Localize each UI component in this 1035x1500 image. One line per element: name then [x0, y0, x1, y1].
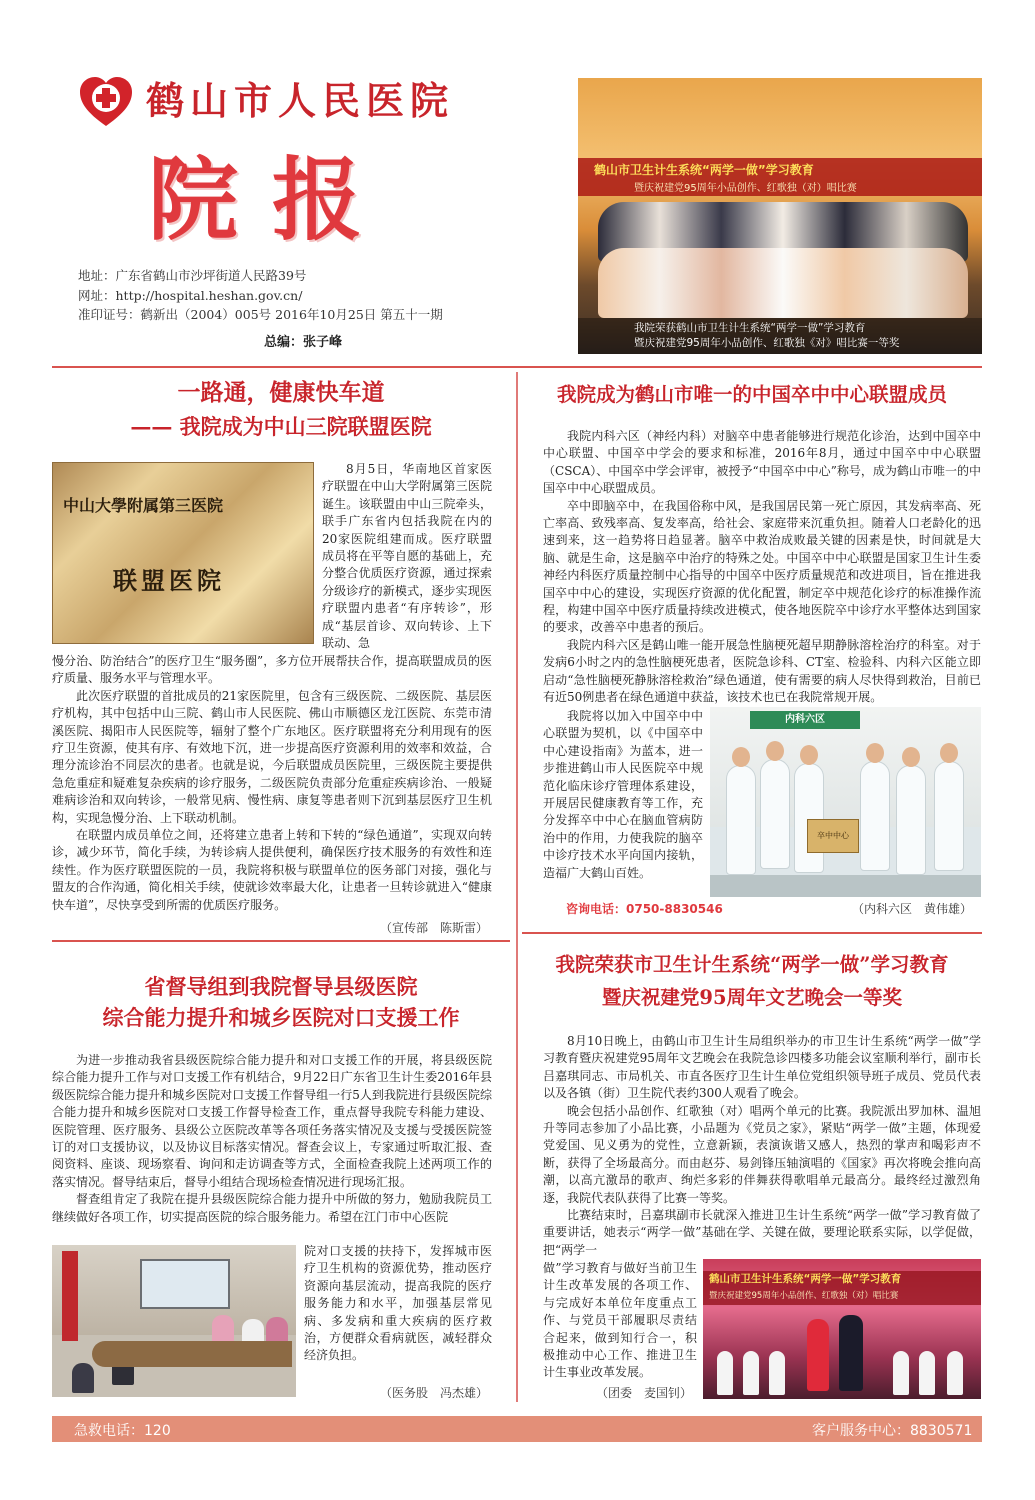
- editor-in-chief: 总编：张子峰: [264, 335, 343, 350]
- article1-subtitle: —— 我院成为中山三院联盟医院: [130, 414, 432, 439]
- article2-signature: （内科六区 黄伟雄）: [852, 902, 973, 916]
- consultation-phone: 咨询电话：0750-8830546: [566, 902, 723, 916]
- inspection-meeting-photo: [52, 1245, 296, 1397]
- article3-body: 为进一步推动我省县级医院综合能力提升和对口支援工作的开展，将县级医院综合能力提升工作与对口支援工作有机结合，9月22日广东省卫生计生委2016年县级医院综合能力提升和城乡医院对口支援工作督导组一行5人到我院进行县级医院综合能力提升和城乡医院对口支援工作督导检查工作，重点督导我院专科能力建设、医院管理、医疗服务、县级公立医院改革等各项任务落实情况及支援与受援医院签订的对口支援协议，以及协议目标落实情况。督查会议上，专家通过听取汇报、查阅资料、座谈、现场察看、询问和走访调查等方式，全面检查我院上述两项工作的落实情况。督导结束后，督导小组结合现场检查情况进行现场汇报。 督查组肯定了我院在提升县级医院综合能力提升中所做的努力，勉励我院员工继续做好各项工作，切实提高医院的综合服务能力。希望在江门市中心医院: [52, 1053, 492, 1224]
- hospital-logo: [78, 74, 134, 130]
- gala-banner-line1: 鹤山市卫生计生系统“两学一做”学习教育: [709, 1273, 902, 1285]
- gala-performance-photo: [703, 1259, 981, 1399]
- stroke-center-plaque: 卒中中心: [807, 819, 859, 853]
- article2-title: 我院成为鹤山市唯一的中国卒中中心联盟成员: [556, 383, 947, 406]
- address: 地址：广东省鹤山市沙坪街道人民路39号: [78, 268, 307, 283]
- article2-side-text: 我院将以加入中国卒中中心联盟为契机，以《中国卒中中心建设指南》为蓝本，进一步推进鹤山市人民医院卒中规范化临床诊疗管理体系建设，开展居民健康教育等工作，充分发挥卒中中心在脑血管病防治中的作用，力使我院的脑卒中诊疗技术水平向国内接轨，造福广大鹤山百姓。: [543, 709, 703, 880]
- article1-side-text: 8月5日，华南地区首家医疗联盟在中山大学附属第三医院诞生。该联盟由中山三院牵头，联手广东省内包括我院在内的20家医院组建而成。医疗联盟成员将在平等自愿的基础上，充分整合优质医疗资源，通过探索分级诊疗的新模式，逐步实现医疗联盟内患者“有序转诊”，形成“基层首诊、双向转诊、上下联动、急: [322, 462, 492, 651]
- article3-signature: （医务股 冯杰雄）: [380, 1386, 489, 1400]
- newspaper-title: 院报: [148, 147, 396, 253]
- alliance-plaque-photo: [52, 462, 314, 644]
- article1-body: 慢分治、防治结合”的医疗卫生“服务圈”，多方位开展帮扶合作，提高联盟成员的医疗质量、服务水平与管理水平。 此次医疗联盟的首批成员的21家医院里，包含有三级医院、二级医院、基层医疗机构，其中包括中山三院、鹤山市人民医院、佛山市顺德区龙江医院、东莞市清溪医院、揭阳市人民医院等，辐射了整个广东地区。医疗联盟将充分利用现有的医疗卫生资源，使其有序、有效地下沉，进一步提高医疗资源利用的效率和效益，合理分流诊治不同层次的患者。也就是说，今后联盟成员医院里，三级医院主要提供急危重症和疑难复杂疾病的诊疗服务，二级医院负责部分危重症疾病诊治、一般疑难病诊治和双向转诊，一般常见病、慢性病、康复等患者则下沉到基层医疗卫生机构，实现急慢分治、上下联动机制。 在联盟内成员单位之间，还将建立患者上转和下转的“绿色通道”，实现双向转诊，减少环节，简化手续，为转诊病人提供便利，确保医疗技术服务的有效性和连续性。作为医疗联盟医院的一员，我院将积极与联盟单位的医务部门对接，强化与盟友的合作沟通，简化相关手续，使就诊效率最大化，让患者一旦转诊就进入“健康快车道”，尽快享受到所需的优质医疗服务。: [52, 654, 492, 912]
- website: 网址：http://hospital.heshan.gov.cn/: [78, 288, 303, 303]
- article2-body: 我院内科六区（神经内科）对脑卒中患者能够进行规范化诊治，达到中国卒中中心联盟、中国卒中学会的要求和标准，2016年8月，通过中国卒中中心联盟（CSCA）、中国卒中学会评审，被授予“中国卒中中心”称号，成为鹤山市唯一的中国卒中中心联盟成员。 卒中即脑卒中，在我国俗称中风，是我国居民第一死亡原因，其发病率高、死亡率高、致残率高、复发率高，给社会、家庭带来沉重负担。随着人口老龄化的迅速到来，这一趋势将日趋显著。脑卒中救治成败最关键的因素是快，时间就是大脑、就是生命，这是脑卒中治疗的特殊之处。中国卒中中心联盟是国家卫生计生委神经内科医疗质量控制中心指导的中国卒中医疗质量规范和改进项目，旨在推进我国卒中中心的建设，实现医疗资源的优化配置，制定卒中规范化诊疗的标准操作流程，构建中国卒中医疗质量持续改进模式，使各地医院卒中诊疗水平整体达到国家的要求，改善卒中患者的预后。 我院内科六区是鹤山唯一能开展急性脑梗死超早期静脉溶栓治疗的科室。对于发病6小时之内的急性脑梗死患者，医院急诊科、CT室、检验科、内科六区能立即启动“急性脑梗死静脉溶栓救治”绿色通道，使有需要的病人尽快得到救治，目前已有近50例患者在绿色通道中获益，该技术也已在我院常规开展。: [543, 429, 981, 705]
- article1-title: 一路通，健康快车道: [177, 379, 385, 406]
- article4-body: 8月10日晚上，由鹤山市卫生计生局组织举办的市卫生计生系统“两学一做”学习教育暨庆祝建党95周年文艺晚会在我院急诊四楼多功能会议室顺利举行，副市长吕嘉琪同志、市局机关、市直各医疗卫生计生单位党组织领导班子成员、党员代表以及各镇（街）卫生院代表约300人观看了晚会。 晚会包括小品创作、红歌独（对）唱两个单元的比赛。我院派出罗加林、温旭升等同志参加了小品比赛，小品题为《党员之家》，紧贴“两学一做”主题，体现爱党爱国、见义勇为的党性，立意新颖，表演诙谐又感人，热烈的掌声和喝彩声不断，获得了全场最高分。而由赵芬、易剑锋压轴演唱的《国家》再次将晚会推向高潮，以高亢激昂的歌声、绚烂多彩的伴舞获得歌唱单元最高分。最终经过激烈角逐，我院代表队获得了比赛一等奖。 比赛结束时，吕嘉琪副市长就深入推进卫生计生系统“两学一做”学习教育做了重要讲话，她表示“两学一做”基础在学、关键在做，要理论联系实际，以学促做，把“两学一: [543, 1034, 981, 1257]
- customer-service-phone: 客户服务中心：8830571: [812, 1423, 973, 1439]
- photo-banner-line1: 鹤山市卫生计生系统“两学一做”学习教育: [594, 163, 814, 177]
- plaque-alliance-text: 联盟医院: [113, 566, 225, 595]
- emergency-phone: 急救电话：120: [74, 1423, 171, 1439]
- article3-title-line1: 省督导组到我院督导县级医院: [144, 974, 418, 999]
- article3-side-text: 院对口支援的扶持下，发挥城市医疗卫生机构的资源优势，推动医疗资源向基层流动，提高我院的医疗服务能力和水平，加强基层常见病、多发病和重大疾病的医疗救治，方便群众看病就医，减轻群众经济负担。: [304, 1244, 492, 1363]
- license-issue-line: 准印证号：鹤新出（2004）005号 2016年10月25日 第五十一期: [78, 307, 443, 322]
- article4-signature: （团委 麦国钊）: [596, 1386, 693, 1400]
- left-section-divider: [52, 940, 510, 942]
- column-divider: [516, 372, 518, 1402]
- header-photo: [578, 78, 982, 354]
- article1-signature: （宣传部 陈斯雷）: [380, 921, 489, 935]
- photo-caption-line1: 我院荣获鹤山市卫生计生系统“两学一做”学习教育: [634, 322, 866, 334]
- hospital-name: 鹤山市人民医院: [146, 78, 455, 123]
- header-divider: [52, 366, 982, 368]
- right-section-divider: [522, 932, 982, 934]
- photo-caption-line2: 暨庆祝建党95周年小品创作、红歌独《对》唱比赛一等奖: [634, 337, 900, 349]
- photo-banner-line2: 暨庆祝建党95周年小品创作、红歌独（对）唱比赛: [634, 183, 857, 194]
- article4-title-line1: 我院荣获市卫生计生系统“两学一做”学习教育: [555, 953, 949, 976]
- article4-side-text: 做”学习教育与做好当前卫生计生改革发展的各项工作、与完成好本单位年度重点工作、与党员干部履职尽责结合起来，做到知行合一，积极推动中心工作、推进卫生计生事业改革发展。: [543, 1261, 697, 1380]
- gala-banner-line2: 暨庆祝建党95周年小品创作、红歌独（对）唱比赛: [709, 1291, 899, 1301]
- stroke-center-team-photo: [710, 707, 981, 897]
- article3-title-line2: 综合能力提升和城乡医院对口支援工作: [102, 1005, 460, 1030]
- department-sign: 内科六区: [750, 711, 860, 729]
- article4-title-line2: 暨庆祝建党95周年文艺晚会一等奖: [601, 986, 903, 1009]
- plaque-university-name: 中山大學附属第三医院: [63, 496, 224, 515]
